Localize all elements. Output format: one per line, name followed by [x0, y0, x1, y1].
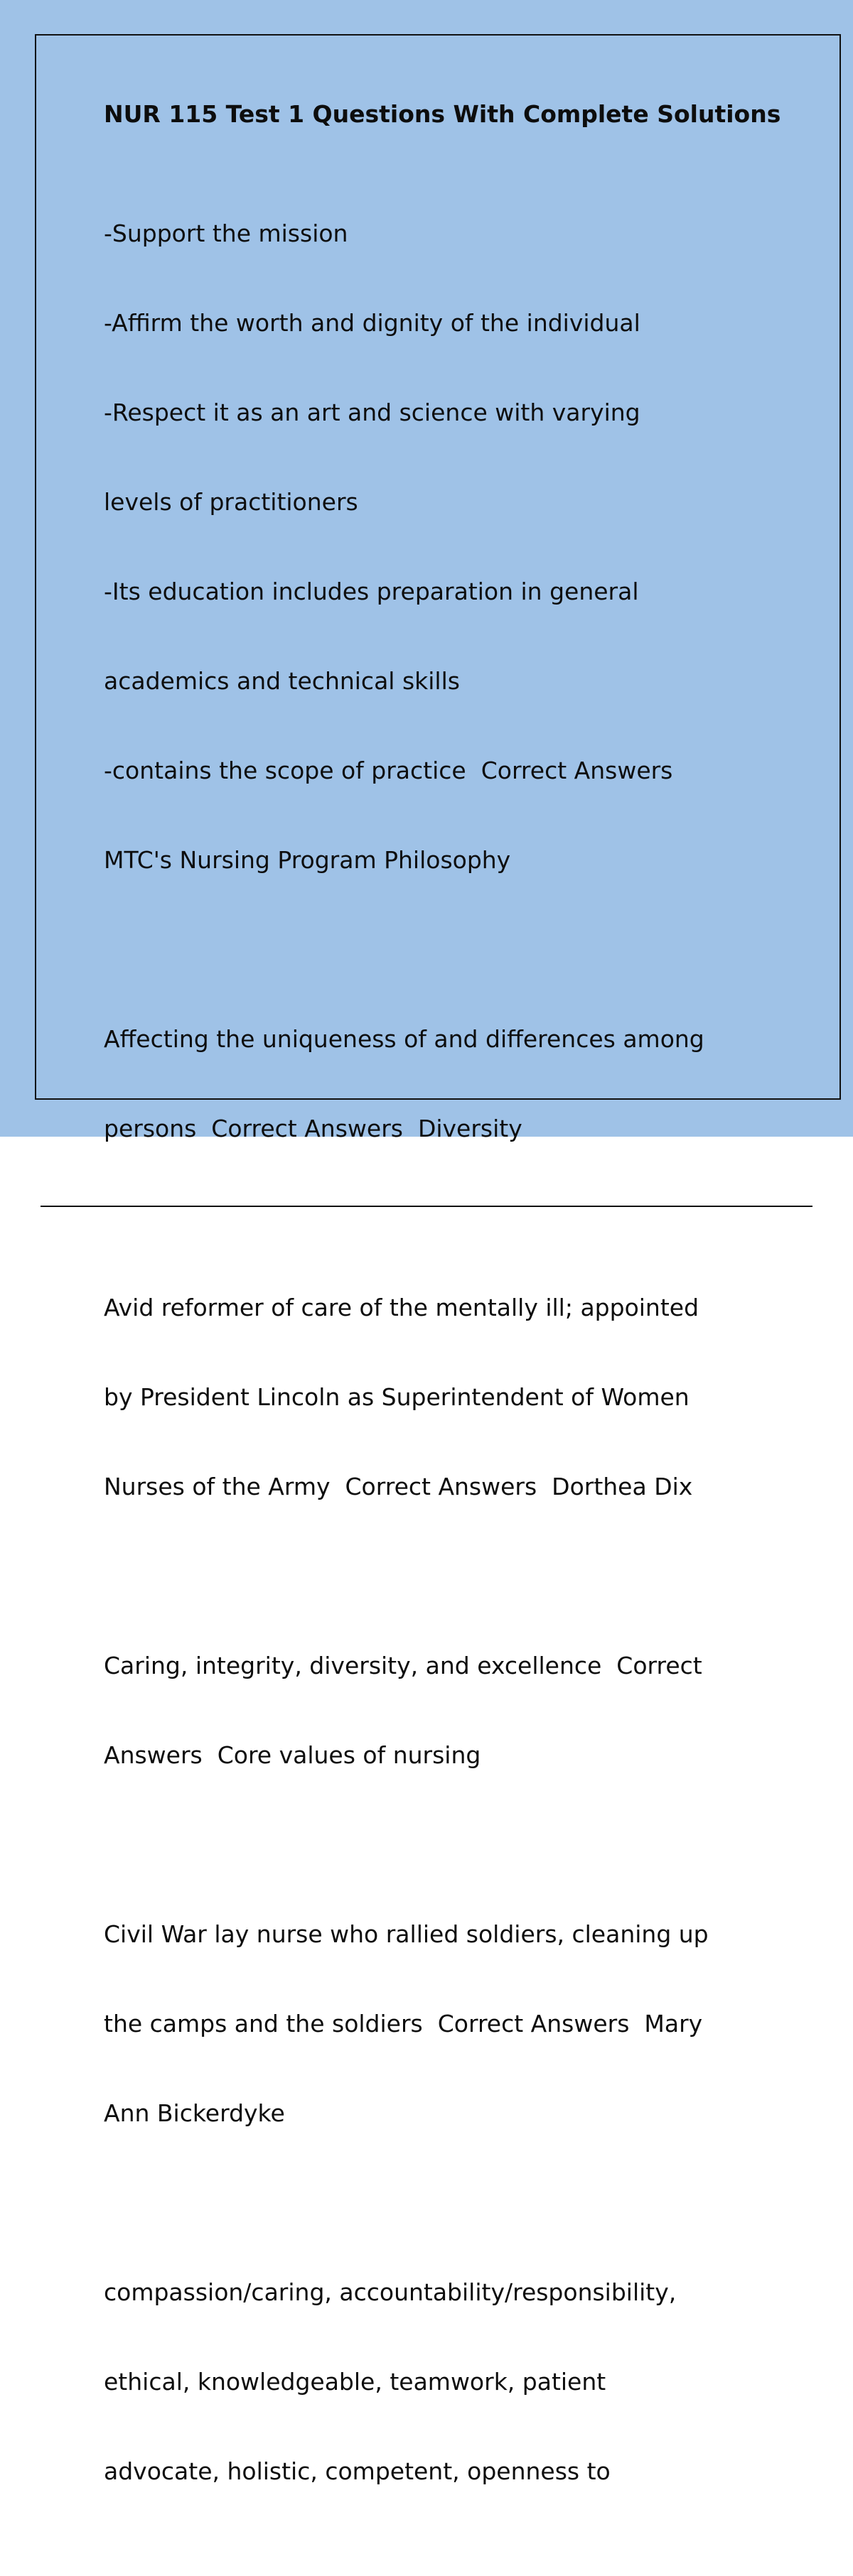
- entry-line: advocate, holistic, competent, openness to: [104, 2457, 611, 2485]
- entry-line: -Support the mission: [104, 220, 348, 247]
- entry-line: Answers Core values of nursing: [104, 1741, 481, 1769]
- entry-line: Affecting the uniqueness of and differences among: [104, 1025, 704, 1053]
- entry-line: -Affirm the worth and dignity of the individual: [104, 309, 640, 337]
- qa-entry-diversity: [104, 965, 786, 1203]
- qa-entry-dorthea-dix: [104, 1233, 786, 1562]
- entry-line: the camps and the soldiers Correct Answers Mary: [104, 2010, 703, 2037]
- entry-line: -Its education includes preparation in general: [104, 578, 639, 605]
- entry-line: levels of practitioners: [104, 488, 358, 516]
- qa-entry-values-list: [104, 2218, 786, 2546]
- entry-line: ethical, knowledgeable, teamwork, patient: [104, 2368, 606, 2396]
- entry-line: persons Correct Answers Diversity: [104, 1115, 522, 1142]
- entry-line: -Respect it as an art and science with varying: [104, 399, 640, 426]
- entry-line: Caring, integrity, diversity, and excellence Correct: [104, 1652, 702, 1679]
- entry-line: by President Lincoln as Superintendent of Women: [104, 1383, 690, 1411]
- document-title: NUR 115 Test 1 Questions With Complete Solutions: [104, 100, 781, 128]
- entry-line: MTC's Nursing Program Philosophy: [104, 846, 511, 874]
- qa-entry-core-values: [104, 1591, 786, 1830]
- document-content: [104, 99, 786, 2576]
- entry-line: academics and technical skills: [104, 667, 460, 695]
- entry-line: Avid reformer of care of the mentally ill; appointed: [104, 1294, 699, 1321]
- footer-divider: [41, 1206, 812, 1207]
- qa-entry-philosophy: [104, 159, 786, 935]
- entry-line: Civil War lay nurse who rallied soldiers, cleaning up: [104, 1920, 709, 1948]
- qa-entry-bickerdyke: [104, 1860, 786, 2188]
- entry-line: Nurses of the Army Correct Answers Dorthea Dix: [104, 1473, 693, 1500]
- entry-line: compassion/caring, accountability/responsibility,: [104, 2278, 677, 2306]
- entry-line: -contains the scope of practice Correct Answers: [104, 757, 673, 784]
- entry-line: Ann Bickerdyke: [104, 2099, 285, 2127]
